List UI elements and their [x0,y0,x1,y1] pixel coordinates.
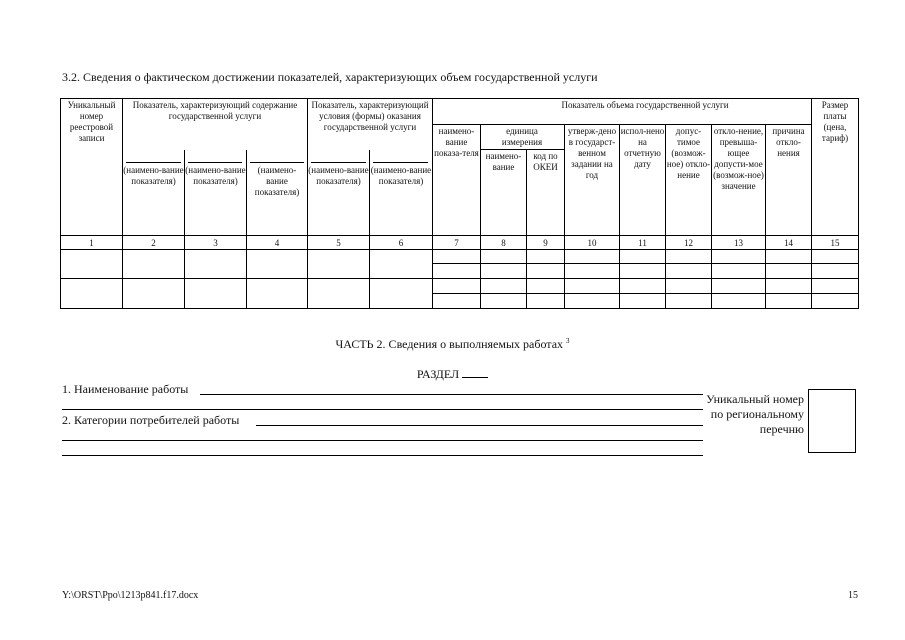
page-number: 15 [848,590,858,601]
column-number: 13 [734,238,743,248]
unique-number-box[interactable] [808,389,856,453]
work-name-label: 1. Наименование работы [62,382,189,396]
header-unit: единица измерения [501,126,543,147]
razdel-label: РАЗДЕЛ [416,367,460,381]
header-unique-number: Уникальный номер реестровой записи [67,100,116,143]
sub-indicator-5: (наимено-вание показателя) [370,165,432,186]
sub-indicator-4: (наимено-вание показателя) [308,165,369,186]
column-number: 4 [274,238,280,248]
header-okei-code: код по ОКЕИ [533,151,558,172]
column-number: 3 [213,238,218,248]
header-allowed-deviation: допус-тимое (возмож-ное) откло-нение [666,126,711,180]
header-volume-indicator: Показатель объема государственной услуги [561,100,729,110]
header-indicator-name: наимено-вание показа-теля [434,126,479,158]
work-name-line[interactable] [200,394,703,395]
sub-indicator-2: (наимено-вание показателя) [185,165,246,186]
consumers-label: 2. Категории потребителей работы [62,413,240,427]
part2-title [0,337,905,352]
column-number: 10 [587,238,597,248]
razdel-number-blank[interactable] [462,367,488,378]
header-executed: испол-нено на отчетную дату [620,126,665,169]
consumers-line-3[interactable] [62,455,703,456]
column-number: 8 [501,238,506,248]
column-number: 7 [454,238,459,248]
work-name-line-2[interactable] [62,409,703,410]
header-unit-name: наимено-вание [485,151,522,172]
consumers-line[interactable] [256,425,703,426]
column-number: 2 [151,238,156,248]
sub-indicator-3: (наимено-вание показателя) [254,165,300,197]
header-fee: Размер платы (цена, тариф) [821,100,849,143]
column-number: 11 [638,238,647,248]
part2-title-text: ЧАСТЬ 2. Сведения о выполняемых работах [335,337,564,351]
column-number: 14 [784,238,793,248]
column-number: 1 [89,238,94,248]
column-number: 5 [336,238,341,248]
footnote-marker: 3 [566,337,570,345]
sub-indicator-1: (наимено-вание показателя) [123,165,184,186]
column-number: 15 [830,238,840,248]
header-approved: утверж-дено в государст-венном задании на год [567,126,617,180]
unique-number-label: Уникальный номер по региональному перечню [706,392,804,436]
column-number: 12 [684,238,693,248]
header-content-indicator: Показатель, характеризующий содержание государственной услуги [132,100,298,121]
consumers-line-2[interactable] [62,440,703,441]
file-path: Y:\ORST\Ppo\1213p841.f17.docx [62,590,199,601]
header-condition-indicator: Показатель, характеризующий условия (формы) оказания государственной услуги [311,100,429,132]
header-deviation-reason: причина откло-нения [772,126,805,158]
column-number: 9 [543,238,548,248]
section-title: 3.2. Сведения о фактическом достижении показателей, характеризующих объем государственной услуги [62,70,598,84]
razdel-heading [0,367,905,382]
header-exceeding-deviation: откло-нение, превыша-ющее допусти-мое (возмож-ное) значение [713,126,764,191]
column-number: 6 [398,238,404,248]
